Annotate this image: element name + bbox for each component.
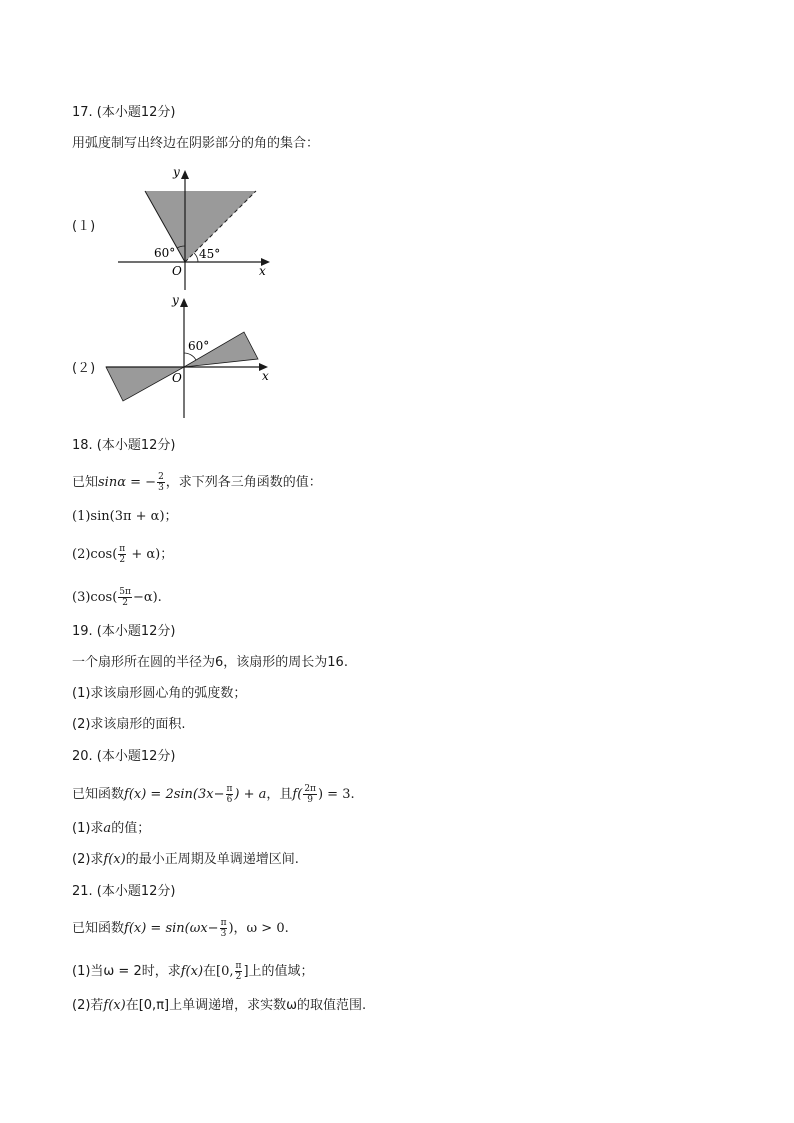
q17-prompt: 用弧度制写出终边在阴影部分的角的集合： bbox=[72, 136, 320, 151]
q18-part2: (2)cos( $\frac{\pi}{2}$ + α)； bbox=[72, 544, 174, 565]
q17-fig1-label: (１) bbox=[72, 219, 96, 234]
y-axis-label: y bbox=[172, 293, 179, 307]
q20-part1: (1)求a的值； bbox=[72, 821, 151, 836]
q17-fig2-label: (２) bbox=[72, 361, 96, 376]
origin-label: O bbox=[172, 264, 182, 278]
angle-label-45: 45° bbox=[199, 247, 221, 261]
q21-stem-fraction: $\frac{\pi}{3}$ bbox=[220, 918, 227, 939]
q18-part3-fraction: $\frac{5\pi}{2}$ bbox=[119, 587, 131, 608]
q18-given-suffix: ，求下列各三角函数的值： bbox=[165, 475, 322, 490]
q18-header: 18. (本小题12分) bbox=[72, 438, 176, 453]
q19-part1: (1)求该扇形圆心角的弧度数； bbox=[72, 686, 247, 701]
q18-given-fn: sinα bbox=[98, 475, 126, 490]
q20-header: 20. (本小题12分) bbox=[72, 749, 176, 764]
q21-part2: (2)若f(x)在[0,π]上单调递增，求实数ω的取值范围. bbox=[72, 998, 367, 1013]
q20-stem: 已知函数f(x) = 2sin(3x− $\frac{\pi}{6}$ ) + a，且f( $\frac{2\pi}{9}$ ) = 3. bbox=[72, 784, 355, 805]
y-axis-label: y bbox=[173, 165, 180, 179]
q18-part1: (1)sin(3π + α)； bbox=[72, 509, 178, 524]
q17-header: 17. (本小题12分) bbox=[72, 105, 176, 120]
q18-given-prefix: 已知 bbox=[72, 475, 99, 490]
y-axis-arrow bbox=[180, 298, 188, 307]
x-axis-label: x bbox=[262, 369, 269, 383]
q21-part1: (1)当ω = 2时，求f(x)在[0, $\frac{\pi}{2}$ ]上的值域； bbox=[72, 961, 314, 982]
q20-part2: (2)求f(x)的最小正周期及单调递增区间. bbox=[72, 852, 299, 867]
arc-60 bbox=[184, 353, 196, 360]
origin-label: O bbox=[172, 371, 182, 385]
q20-stem-fraction: $\frac{\pi}{6}$ bbox=[226, 784, 233, 805]
q18-part2-fraction: $\frac{\pi}{2}$ bbox=[119, 544, 126, 565]
angle-label-60: 60° bbox=[188, 339, 210, 353]
x-axis-label: x bbox=[259, 264, 266, 278]
q18-given-fraction: $\frac{2}{3}$ bbox=[158, 472, 164, 493]
q17-figure-1 bbox=[110, 162, 280, 290]
q21-stem: 已知函数f(x) = sin(ωx− $\frac{\pi}{3}$ )，ω > 0. bbox=[72, 918, 289, 939]
q18-part3: (3)cos( $\frac{5\pi}{2}$ −α). bbox=[72, 587, 162, 608]
y-axis-arrow bbox=[181, 170, 189, 179]
q20-stem-fraction-2: $\frac{2\pi}{9}$ bbox=[304, 784, 316, 805]
q19-stem: 一个扇形所在圆的半径为6，该扇形的周长为16. bbox=[72, 655, 348, 670]
q18-given bbox=[72, 472, 322, 493]
q18-given-eq: = − bbox=[126, 475, 157, 490]
arc-45 bbox=[194, 253, 198, 262]
q19-header: 19. (本小题12分) bbox=[72, 624, 176, 639]
q17-figure-2 bbox=[100, 290, 280, 420]
q21-part1-fraction: $\frac{\pi}{2}$ bbox=[235, 961, 242, 982]
q19-part2: (2)求该扇形的面积. bbox=[72, 717, 186, 732]
angle-label-60: 60° bbox=[154, 246, 176, 260]
q21-header: 21. (本小题12分) bbox=[72, 884, 176, 899]
